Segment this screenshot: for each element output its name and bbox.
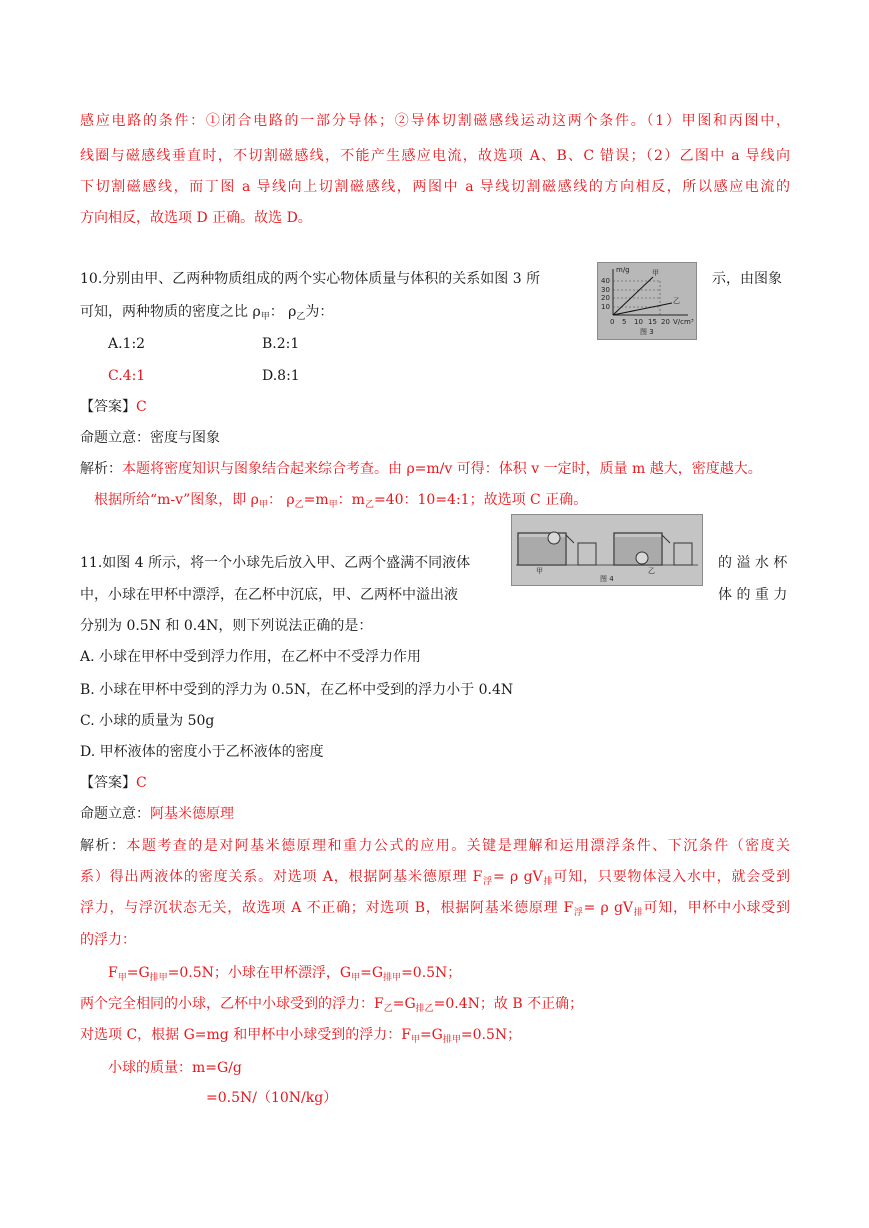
y-axis-label: m/g [616, 266, 630, 274]
x-tick-15: 15 [648, 318, 657, 326]
x-tick-10: 10 [634, 318, 643, 326]
x-tick-0: 0 [610, 318, 615, 326]
q10-stem-line-2: 可知，两种物质的密度之比 $\rho_甲$： $\rho_乙$为： [80, 304, 334, 322]
q11-formula-3: 对选项 C，根据 G=mg 和甲杯中小球受到的浮力：$F_甲=G_{排甲}=0.5N$； [80, 1027, 522, 1045]
q11-stem-line-2-end: 体 的 重 力 [718, 587, 788, 603]
q11-formula-4: 小球的质量：m=G/g [108, 1060, 242, 1076]
q11-intent: 命题立意：阿基米德原理 [80, 806, 234, 822]
prev-explanation-line-4: 方向相反，故选项 D 正确。故选 D。 [80, 210, 312, 226]
figure-4-caption: 图 4 [600, 575, 614, 583]
q10-stem-line-1-end: 示，由图象 [712, 271, 782, 287]
q11-option-d: D. 甲杯液体的密度小于乙杯液体的密度 [80, 744, 324, 760]
figure-3-caption: 图 3 [640, 328, 654, 336]
q11-formula-5: =0.5N/（10N/kg） [206, 1090, 338, 1106]
q11-stem-line-1-end: 的 溢 水 杯 [718, 555, 788, 571]
q11-stem-line-3: 分别为 0.5N 和 0.4N，则下列说法正确的是： [80, 618, 373, 634]
label-yi: 乙 [673, 297, 680, 305]
q11-explanation-line-4: 的浮力： [80, 932, 136, 948]
q11-option-c: C. 小球的质量为 50g [80, 713, 215, 729]
prev-explanation-line-1: 感应电路的条件：①闭合电路的一部分导体；②导体切割磁感线运动这两个条件。（1）甲图和丙图中， [80, 113, 790, 129]
q11-stem-line-2: 中，小球在甲杯中漂浮，在乙杯中沉底，甲、乙两杯中溢出液 [80, 587, 458, 603]
y-tick-10: 10 [601, 303, 610, 311]
q10-option-a: A.1:2 [108, 336, 146, 352]
q10-intent: 命题立意：密度与图象 [80, 430, 220, 446]
q10-explanation-line-1: 解析：本题将密度知识与图象结合起来综合考查。由 ρ=m/v 可得：体积 v 一定时，质量 m 越大，密度越大。 [80, 461, 762, 477]
label-jia: 甲 [652, 269, 659, 277]
q11-explanation-line-3: 浮力，与浮沉状态无关，故选项 A 不正确；对选项 B，根据阿基米德原理 $F_浮= \rho$ $gV_排$可知，甲杯中小球受到 [80, 900, 790, 918]
q10-option-b: B.2:1 [262, 336, 300, 352]
q11-option-a: A. 小球在甲杯中受到浮力作用，在乙杯中不受浮力作用 [80, 649, 422, 665]
q11-explanation-line-2: 系）得出两液体的密度关系。对选项 A，根据阿基米德原理 $F_浮= \rho$ $gV_排$可知，只要物体浸入水中，就会受到 [80, 869, 790, 887]
q11-formula-1: $F_甲=G_{排甲}=0.5N$；小球在甲杯漂浮，$G_甲=G_{排甲}=0.5N$； [108, 965, 462, 983]
prev-explanation-line-3: 下切割磁感线，而丁图 a 导线向上切割磁感线，两图中 a 导线切割磁感线的方向相反，所以感应电流的 [80, 179, 790, 195]
x-tick-5: 5 [622, 318, 627, 326]
line-yi [613, 303, 672, 315]
q11-option-b: B. 小球在甲杯中受到的浮力为 0.5N，在乙杯中受到的浮力小于 0.4N [80, 682, 514, 698]
y-tick-30: 30 [601, 286, 610, 294]
q10-answer: 【答案】C [80, 399, 147, 415]
line-jia [613, 277, 653, 315]
x-axis-label: V/cm³ [673, 318, 694, 326]
q11-formula-2: 两个完全相同的小球，乙杯中小球受到的浮力：$F_乙=G_{排乙}=0.4N$；故 B 不正确； [80, 996, 584, 1014]
figure-3-mass-volume-graph [597, 262, 697, 340]
q11-answer: 【答案】C [80, 775, 147, 791]
q10-option-d: D.8:1 [262, 368, 300, 384]
q11-stem-line-1: 11.如图 4 所示，将一个小球先后放入甲、乙两个盛满不同液体 [80, 555, 471, 571]
figure-4-overflow-cups [511, 514, 703, 586]
label-jia-cup: 甲 [536, 567, 543, 575]
q11-explanation-line-1: 解析：本题考查的是对阿基米德原理和重力公式的应用。关键是理解和运用漂浮条件、下沉条件（密度关 [80, 838, 791, 854]
x-tick-20: 20 [661, 318, 670, 326]
q10-explanation-line-2: 根据所给“m-v”图象，即 $\rho_甲$： $\rho_乙=m_甲$：$m_乙=40$：10=4:1；故选项 C 正确。 [94, 492, 588, 510]
prev-explanation-line-2: 线圈与磁感线垂直时，不切割磁感线，不能产生感应电流，故选项 A、B、C 错误；（2）乙图中 a 导线向 [80, 148, 790, 164]
label-yi-cup: 乙 [648, 567, 655, 575]
q10-option-c: C.4:1 [108, 368, 146, 384]
y-tick-40: 40 [601, 277, 610, 285]
y-tick-20: 20 [601, 294, 610, 302]
q10-stem-line-1: 10.分别由甲、乙两种物质组成的两个实心物体质量与体积的关系如图 3 所 [80, 271, 541, 287]
